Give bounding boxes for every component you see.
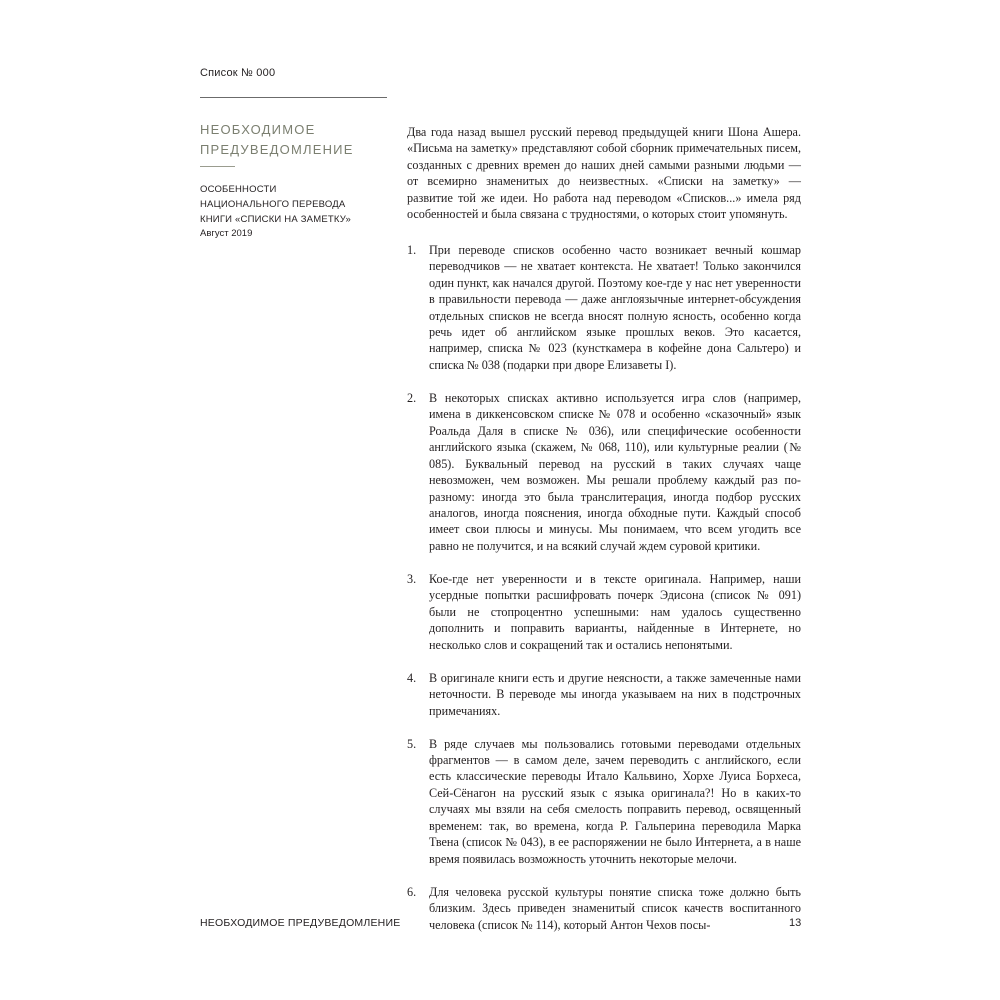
header-divider xyxy=(200,97,387,98)
list-item xyxy=(407,884,801,933)
running-header: Список № 000 xyxy=(200,67,276,79)
list-item-number: 5. xyxy=(407,736,417,751)
list-item xyxy=(407,242,801,374)
page-number: 13 xyxy=(789,917,802,929)
list-item-number: 3. xyxy=(407,571,417,586)
date: Август 2019 xyxy=(200,228,253,239)
list-item-text: Кое-где нет уверенности и в тексте оригинала. Например, наши усердные попытки расшифровать почерк Эдисона (список № 091) были не стопроцентно успешными: нам удалось существенно дополнить и поправить варианты, найденные в Интернете, но несколько слов и сокращений так и остались непонятыми. xyxy=(429,571,801,652)
subtitle xyxy=(200,182,400,227)
running-footer: НЕОБХОДИМОЕ ПРЕДУВЕДОМЛЕНИЕ xyxy=(200,917,401,929)
list-item-text: В оригинале книги есть и другие неясности, а также замеченные нами неточности. В переводе мы иногда указываем на них в подстрочных примечаниях. xyxy=(429,670,801,718)
list-item-number: 4. xyxy=(407,670,417,685)
heading-divider xyxy=(200,166,235,167)
list-item xyxy=(407,390,801,555)
subtitle-line: ОСОБЕННОСТИ xyxy=(200,184,277,195)
intro-paragraph: Два года назад вышел русский перевод предыдущей книги Шона Ашера. «Письма на заметку» представляют собой сборник примечательных писем, созданных с древних времен до наших дней самыми разными людьми — от всемирно знаменитых до неизвестных. «Списки на заметку» — развитие той же идеи. Но работа над переводом «Списков...» имела ряд особенностей и была связана с трудностями, о которых стоит упомянуть. xyxy=(407,125,801,222)
list-item xyxy=(407,736,801,868)
section-heading-line: НЕОБХОДИМОЕ xyxy=(200,122,316,137)
list-item-text: При переводе списков особенно часто возникает вечный кошмар переводчиков — не хватает контекста. Не хватает! Только закончился один пункт, как начался другой. Поэтому кое-где у нас нет уверенности в правильности перевода — даже англоязычные интернет-обсуждения отдельных списков не всегда вносят полную ясность, особенно когда речь идет об английском языке прошлых веков. Это касается, например, списка № 023 (кунсткамера в кофейне дона Сальтеро) и списка № 038 (подарки при дворе Елизаветы I). xyxy=(429,242,801,372)
list-item xyxy=(407,670,801,719)
section-heading-line: ПРЕДУВЕДОМЛЕНИЕ xyxy=(200,142,354,157)
subtitle-line: КНИГИ «СПИСКИ НА ЗАМЕТКУ» xyxy=(200,214,351,225)
list-item xyxy=(407,571,801,653)
list-item-text: Для человека русской культуры понятие списка тоже должно быть близким. Здесь приведен знаменитый список качеств воспитанного человека (список № 114), который Антон Чехов посы- xyxy=(429,884,801,932)
section-heading xyxy=(200,120,390,160)
main-text xyxy=(407,124,801,949)
list-item-number: 2. xyxy=(407,390,417,405)
subtitle-line: НАЦИОНАЛЬНОГО ПЕРЕВОДА xyxy=(200,199,346,210)
list-item-number: 6. xyxy=(407,884,417,899)
list-item-number: 1. xyxy=(407,242,417,257)
list-item-text: В ряде случаев мы пользовались готовыми переводами отдельных фрагментов — в самом деле, зачем переводить с английского, если есть классические переводы Итало Кальвино, Хорхе Луиса Борхеса, Сей-Сёнагон на русский язык с языка оригинала?! Но в каких-то случаях мы взяли на себя смелость поправить перевод, освященный временем: так, во времена, когда Р. Гальперина переводила Марка Твена (список № 043), в ее распоряжении не было Интернета, а в наше время появилась возможность уточнить некоторые мелочи. xyxy=(429,736,801,866)
list-item-text: В некоторых списках активно используется игра слов (например, имена в диккенсовском списке № 078 и особенно «сказочный» язык Роальда Даля в списке № 036), или специфические особенности английского языка (скажем, № 068, 110), или культурные реалии (№ 085). Буквальный перевод на русский в таких случаях чаще невозможен, чем возможен. Мы решали проблему каждый раз по-разному: иногда это была транслитерация, иногда подбор русских аналогов, иногда пояснения, иногда обходные пути. Каждый способ имеет свои плюсы и минусы. Мы понимаем, что всем угодить все равно не получится, и на всякий случай ждем суровой критики. xyxy=(429,390,801,553)
